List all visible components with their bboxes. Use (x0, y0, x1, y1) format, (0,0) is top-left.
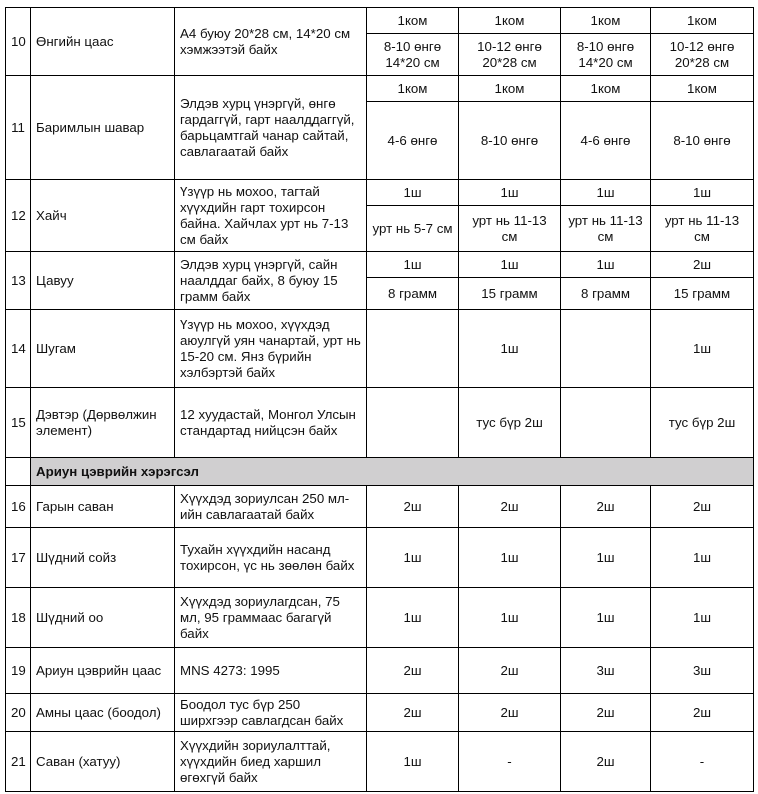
quantity-cell-group-4: 3ш (651, 648, 754, 694)
table-row (6, 694, 754, 732)
quantity-cell-group-3: 4-6 өнгө (561, 102, 651, 180)
item-number: 13 (6, 252, 31, 310)
quantity-cell-group-2: 1ш (459, 180, 561, 206)
table-row (6, 252, 754, 278)
quantity-cell-group-4: тус бүр 2ш (651, 388, 754, 458)
quantity-cell-group-1 (367, 388, 459, 458)
quantity-cell-group-1: 2ш (367, 648, 459, 694)
quantity-cell-group-2: 2ш (459, 486, 561, 528)
quantity-cell-group-3: 1ш (561, 588, 651, 648)
quantity-cell-group-3: 1ком (561, 76, 651, 102)
quantity-cell-group-1: 4-6 өнгө (367, 102, 459, 180)
item-number: 17 (6, 528, 31, 588)
item-description: Элдэв хурц үнэргүй, өнгө гардаггүй, гарт наалддаггүй, барьцамтгай чанар сайтай, савлагаатай байх (175, 76, 367, 180)
item-number: 21 (6, 732, 31, 792)
item-name: Шүдний оо (31, 588, 175, 648)
quantity-cell-group-4: 2ш (651, 252, 754, 278)
item-description: Тухайн хүүхдийн насанд тохирсон, үс нь зөөлөн байх (175, 528, 367, 588)
quantity-cell-group-3: 2ш (561, 732, 651, 792)
item-description: Хүүхдэд зориулсан 250 мл-ийн савлагаатай байх (175, 486, 367, 528)
item-description: Үзүүр нь мохоо, хүүхдэд аюулгүй уян чанартай, урт нь 15-20 см. Янз бүрийн хэлбэртэй байх (175, 310, 367, 388)
item-description: Үзүүр нь мохоо, тагтай хүүхдийн гарт тохирсон байна. Хайчлах урт нь 7-13 см байх (175, 180, 367, 252)
quantity-cell-group-3: 1ш (561, 252, 651, 278)
quantity-cell-group-3 (561, 388, 651, 458)
item-name: Цавуу (31, 252, 175, 310)
quantity-cell-group-4: 15 грамм (651, 278, 754, 310)
table-row (6, 732, 754, 792)
quantity-cell-group-2: 15 грамм (459, 278, 561, 310)
item-name: Гарын саван (31, 486, 175, 528)
quantity-cell-group-1: 1ш (367, 180, 459, 206)
table-row (6, 388, 754, 458)
quantity-cell-group-1: 1ш (367, 252, 459, 278)
item-name: Шүдний сойз (31, 528, 175, 588)
quantity-cell-group-2: 2ш (459, 648, 561, 694)
item-description: Хүүхдэд зориулагдсан, 75 мл, 95 граммаас багагүй байх (175, 588, 367, 648)
item-description: А4 буюу 20*28 см, 14*20 см хэмжээтэй байх (175, 8, 367, 76)
quantity-cell-group-3: 8-10 өнгө 14*20 см (561, 34, 651, 76)
table-row (6, 486, 754, 528)
quantity-cell-group-1: 1ш (367, 528, 459, 588)
table-row (6, 180, 754, 206)
item-name: Дэвтэр (Дөрвөлжин элемент) (31, 388, 175, 458)
quantity-cell-group-1: 8-10 өнгө 14*20 см (367, 34, 459, 76)
quantity-cell-group-1: 1ком (367, 8, 459, 34)
quantity-cell-group-1: 8 грамм (367, 278, 459, 310)
quantity-cell-group-2: 1ком (459, 8, 561, 34)
item-number: 18 (6, 588, 31, 648)
quantity-cell-group-2: 1ш (459, 528, 561, 588)
quantity-cell-group-1: 2ш (367, 694, 459, 732)
quantity-cell-group-1: 1ком (367, 76, 459, 102)
item-name: Шугам (31, 310, 175, 388)
quantity-cell-group-4: - (651, 732, 754, 792)
item-name: Амны цаас (боодол) (31, 694, 175, 732)
quantity-cell-group-3: урт нь 11-13 см (561, 206, 651, 252)
quantity-cell-group-4: 1ш (651, 180, 754, 206)
quantity-cell-group-4: 8-10 өнгө (651, 102, 754, 180)
item-name: Саван (хатуу) (31, 732, 175, 792)
quantity-cell-group-1 (367, 310, 459, 388)
quantity-cell-group-4: 1ком (651, 76, 754, 102)
quantity-cell-group-2: - (459, 732, 561, 792)
quantity-cell-group-3: 2ш (561, 694, 651, 732)
quantity-cell-group-4: 2ш (651, 486, 754, 528)
quantity-cell-group-1: 1ш (367, 732, 459, 792)
item-description: Хүүхдийн зориулалттай, хүүхдийн биед харшил өгөхгүй байх (175, 732, 367, 792)
quantity-cell-group-2: 10-12 өнгө 20*28 см (459, 34, 561, 76)
table-row (6, 648, 754, 694)
quantity-cell-group-4: 2ш (651, 694, 754, 732)
quantity-cell-group-2: тус бүр 2ш (459, 388, 561, 458)
quantity-cell-group-4: 1ш (651, 310, 754, 388)
quantity-cell-group-2: урт нь 11-13 см (459, 206, 561, 252)
item-name: Ариун цэврийн цаас (31, 648, 175, 694)
table-row (6, 76, 754, 102)
quantity-cell-group-3: 2ш (561, 486, 651, 528)
quantity-cell-group-3: 1ш (561, 528, 651, 588)
quantity-cell-group-2: 1ш (459, 252, 561, 278)
table-row (6, 8, 754, 34)
quantity-cell-group-3: 3ш (561, 648, 651, 694)
item-number: 19 (6, 648, 31, 694)
quantity-cell-group-2: 8-10 өнгө (459, 102, 561, 180)
quantity-cell-group-4: 10-12 өнгө 20*28 см (651, 34, 754, 76)
quantity-cell-group-1: урт нь 5-7 см (367, 206, 459, 252)
item-number: 11 (6, 76, 31, 180)
item-description: MNS 4273: 1995 (175, 648, 367, 694)
quantity-cell-group-2: 1ком (459, 76, 561, 102)
quantity-cell-group-3: 8 грамм (561, 278, 651, 310)
item-number: 10 (6, 8, 31, 76)
quantity-cell-group-1: 1ш (367, 588, 459, 648)
section-header-row (6, 458, 754, 486)
quantity-cell-group-4: 1ком (651, 8, 754, 34)
table-body (6, 8, 754, 792)
quantity-cell-group-1: 2ш (367, 486, 459, 528)
section-title: Ариун цэврийн хэрэгсэл (31, 458, 754, 486)
quantity-cell-group-2: 1ш (459, 310, 561, 388)
item-number: 16 (6, 486, 31, 528)
quantity-cell-group-2: 1ш (459, 588, 561, 648)
item-number: 20 (6, 694, 31, 732)
item-name: Хайч (31, 180, 175, 252)
quantity-cell-group-3: 1ш (561, 180, 651, 206)
item-description: Элдэв хурц үнэргүй, сайн наалддаг байх, 8 буюу 15 грамм байх (175, 252, 367, 310)
table-row (6, 588, 754, 648)
quantity-cell-group-4: 1ш (651, 528, 754, 588)
item-number: 14 (6, 310, 31, 388)
quantity-cell-group-4: 1ш (651, 588, 754, 648)
item-name: Баримлын шавар (31, 76, 175, 180)
quantity-cell-group-3: 1ком (561, 8, 651, 34)
item-number: 12 (6, 180, 31, 252)
section-number-cell (6, 458, 31, 486)
item-description: Боодол тус бүр 250 ширхгээр савлагдсан байх (175, 694, 367, 732)
quantity-cell-group-3 (561, 310, 651, 388)
table-row (6, 528, 754, 588)
item-name: Өнгийн цаас (31, 8, 175, 76)
item-description: 12 хуудастай, Монгол Улсын стандартад нийцсэн байх (175, 388, 367, 458)
quantity-cell-group-2: 2ш (459, 694, 561, 732)
quantity-cell-group-4: урт нь 11-13 см (651, 206, 754, 252)
item-number: 15 (6, 388, 31, 458)
table-row (6, 310, 754, 388)
supply-spec-table (5, 7, 754, 792)
